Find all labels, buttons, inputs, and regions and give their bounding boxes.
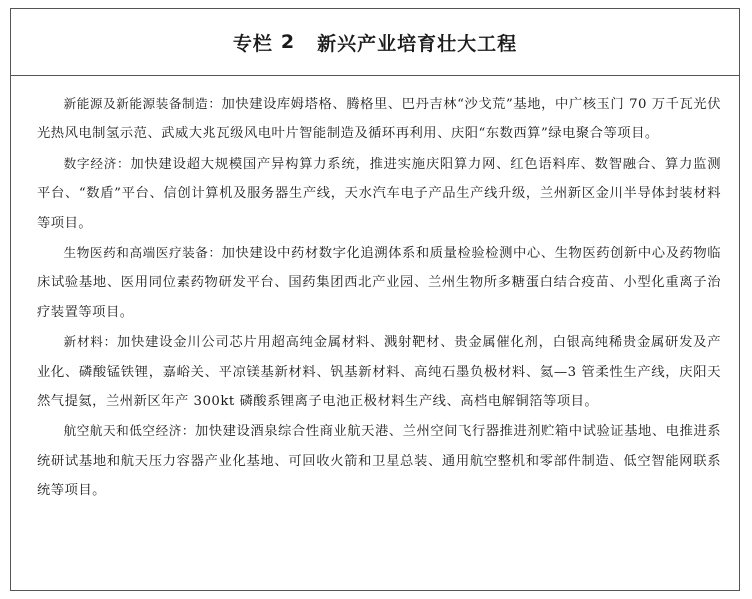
paragraph-term: 数字经济： (63, 155, 131, 171)
paragraph-new-materials (37, 327, 721, 416)
paragraph-aerospace (37, 416, 721, 505)
paragraph-text: 加快建设中药材数字化追溯体系和质量检验检测中心、生物医药创新中心及药物临床试验基地、医用同位素药物研发平台、国药集团西北产业园、兰州生物所多糖蛋白结合疫苗、小型化重离子治疗装置等项目。 (37, 246, 722, 320)
column-content (11, 76, 739, 506)
paragraph-term: 生物医药和高端医疗装备： (63, 245, 222, 261)
paragraph-text: 加快建设金川公司芯片用超高纯金属材料、溅射靶材、贵金属催化剂，白银高纯稀贵金属研发及产业化、磷酸锰铁锂，嘉峪关、平凉镁基新材料、钒基新材料、高纯石墨负极材料、氦—3 管柔性生产线，庆阳天然气提氦，兰州新区年产 300kt 磷酸系锂离子电池正极材料生产线、高档电解铜箔等项目。 (37, 335, 722, 410)
paragraph-term: 航空航天和低空经济： (63, 423, 195, 439)
column-header (11, 9, 739, 76)
paragraph-text: 加快建设酒泉综合性商业航天港、兰州空间飞行器推进剂贮箱中试验证基地、电推进系统研试基地和航天压力容器产业化基地、可回收火箭和卫星总装、通用航空整机和零部件制造、低空智能网联系统等项目。 (37, 424, 722, 499)
paragraph-text: 加快建设超大规模国产异构算力系统，推进实施庆阳算力网、红色语料库、数智融合、算力监测平台、“数盾”平台、信创计算机及服务器生产线，天水汽车电子产品生产线升级，兰州新区金川半导体封装材料等项目。 (37, 156, 722, 231)
paragraph-term: 新材料： (63, 334, 117, 350)
column-title: 新兴产业培育壮大工程 (317, 32, 518, 55)
paragraph-biomedicine (37, 238, 721, 327)
paragraph-digital-economy (37, 149, 721, 238)
column-number: 2 (280, 31, 296, 53)
paragraph-new-energy (37, 89, 721, 149)
column-box (10, 8, 740, 591)
paragraph-text: 加快建设库姆塔格、腾格里、巴丹吉林“沙戈荒”基地，中广核玉门 70 万千瓦光伏光热风电制氢示范、武威大兆瓦级风电叶片智能制造及循环再利用、庆阳“东数西算”绿电聚合等项目。 (37, 97, 722, 142)
column-label: 专栏 (232, 32, 273, 55)
paragraph-term: 新能源及新能源装备制造： (63, 96, 222, 111)
